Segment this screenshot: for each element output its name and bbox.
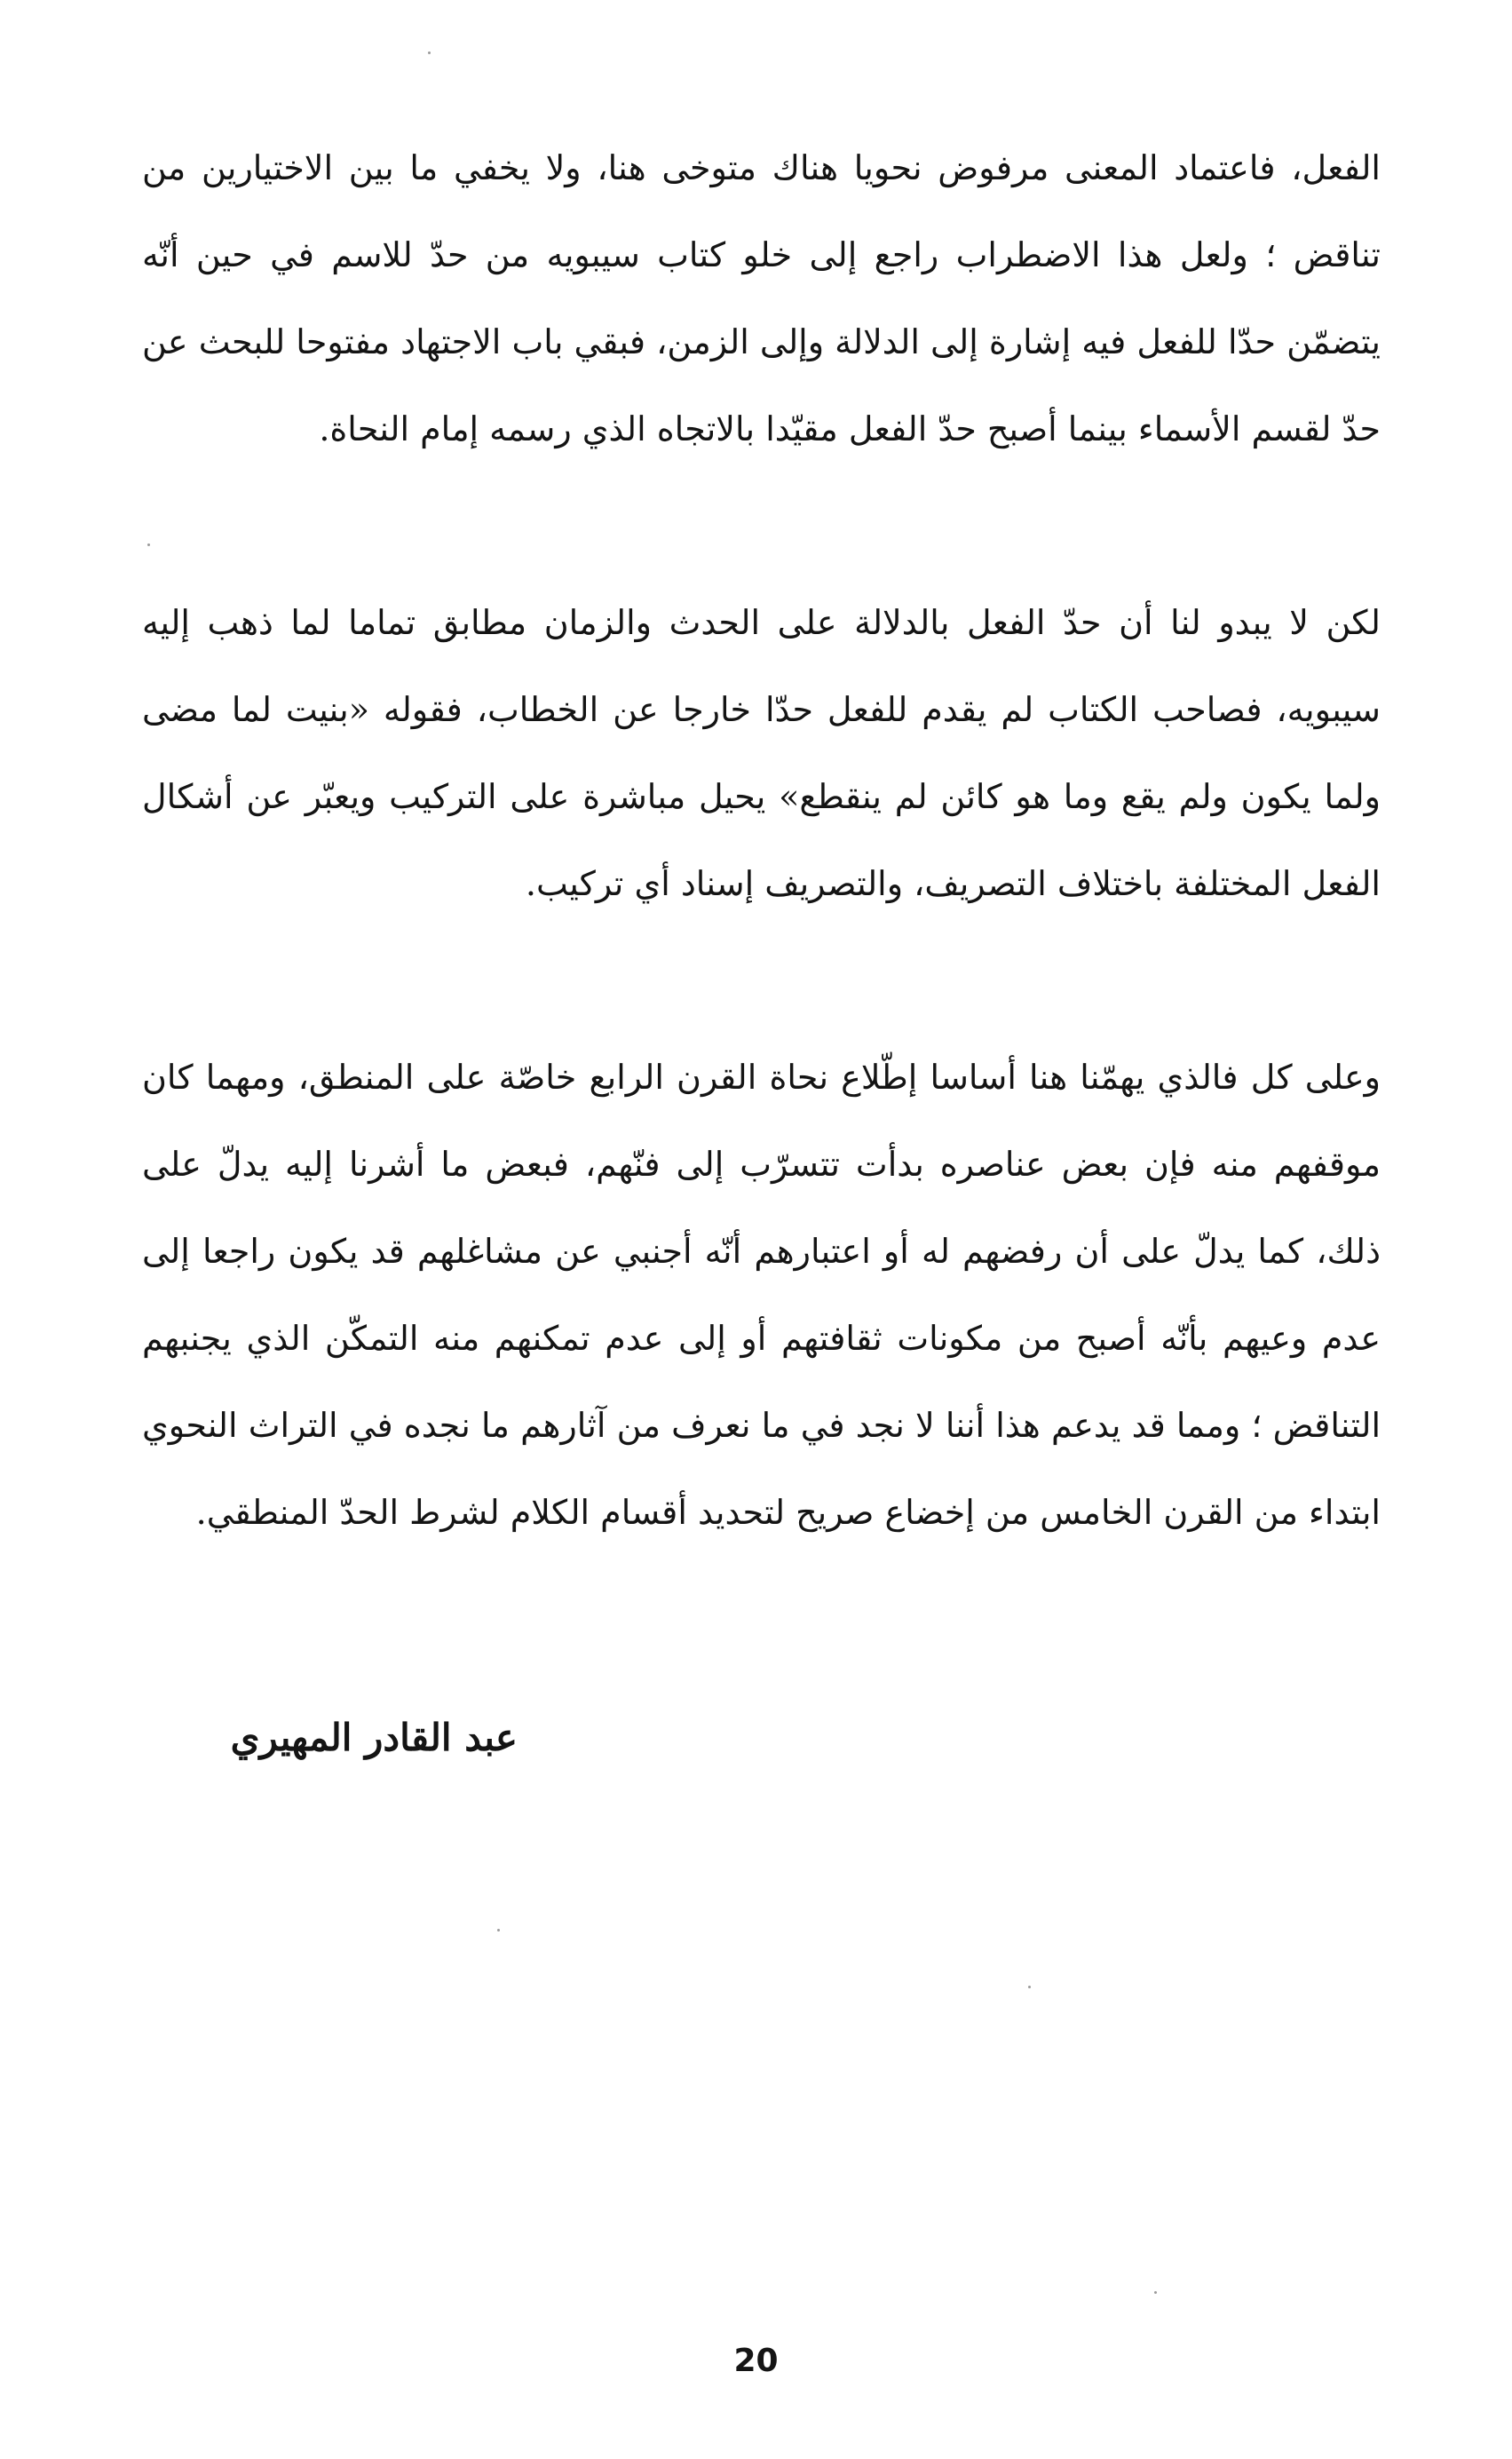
author-signature: عبد القادر المهيري [230, 1716, 518, 1759]
scan-speck [497, 1929, 500, 1932]
paragraph-3: وعلى كل فالذي يهمّنا هنا أساسا إطّلاع نحاة القرن الرابع خاصّة على المنطق، ومهما كان موقفهم منه فإن بعض عناصره بدأت تتسرّب إلى فنّهم، فبعض ما أشرنا إليه يدلّ على ذلك، كما يدلّ على أن رفضهم له أو اعتبارهم أنّه أجنبي عن مشاغلهم قد يكون راجعا إلى عدم وعيهم بأنّه أصبح من مكونات ثقافتهم أو إلى عدم تمكنهم منه التمكّن الذي يجنبهم التناقض ؛ ومما قد يدعم هذا أننا لا نجد في ما نعرف من آثارهم ما نجده في التراث النحوي ابتداء من القرن الخامس من إخضاع صريح لتحديد أقسام الكلام لشرط الحدّ المنطقي. [142, 1058, 1381, 1532]
page-number: 20 [733, 2343, 779, 2379]
scan-speck [147, 543, 150, 546]
paragraph-2: لكن لا يبدو لنا أن حدّ الفعل بالدلالة على الحدث والزمان مطابق تماما لما ذهب إليه سيبويه، فصاحب الكتاب لم يقدم للفعل حدّا خارجا عن الخطاب، فقوله «بنيت لما مضى ولما يكون ولم يقع وما هو كائن لم ينقطع» يحيل مباشرة على التركيب ويعبّر عن أشكال الفعل المختلفة باختلاف التصريف، والتصريف إسناد أي تركيب. [142, 603, 1381, 903]
scan-speck [1154, 2291, 1157, 2294]
paragraph-1: الفعل، فاعتماد المعنى مرفوض نحويا هناك متوخى هنا، ولا يخفي ما بين الاختيارين من تناقض ؛ ولعل هذا الاضطراب راجع إلى خلو كتاب سيبويه من حدّ للاسم في حين أنّه يتضمّن حدّا للفعل فيه إشارة إلى الدلالة وإلى الزمن، فبقي باب الاجتهاد مفتوحا للبحث عن حدّ لقسم الأسماء بينما أصبح حدّ الفعل مقيّدا بالاتجاه الذي رسمه إمام النحاة. [142, 148, 1381, 448]
scan-speck [1028, 1986, 1031, 1988]
scan-speck [428, 52, 431, 54]
